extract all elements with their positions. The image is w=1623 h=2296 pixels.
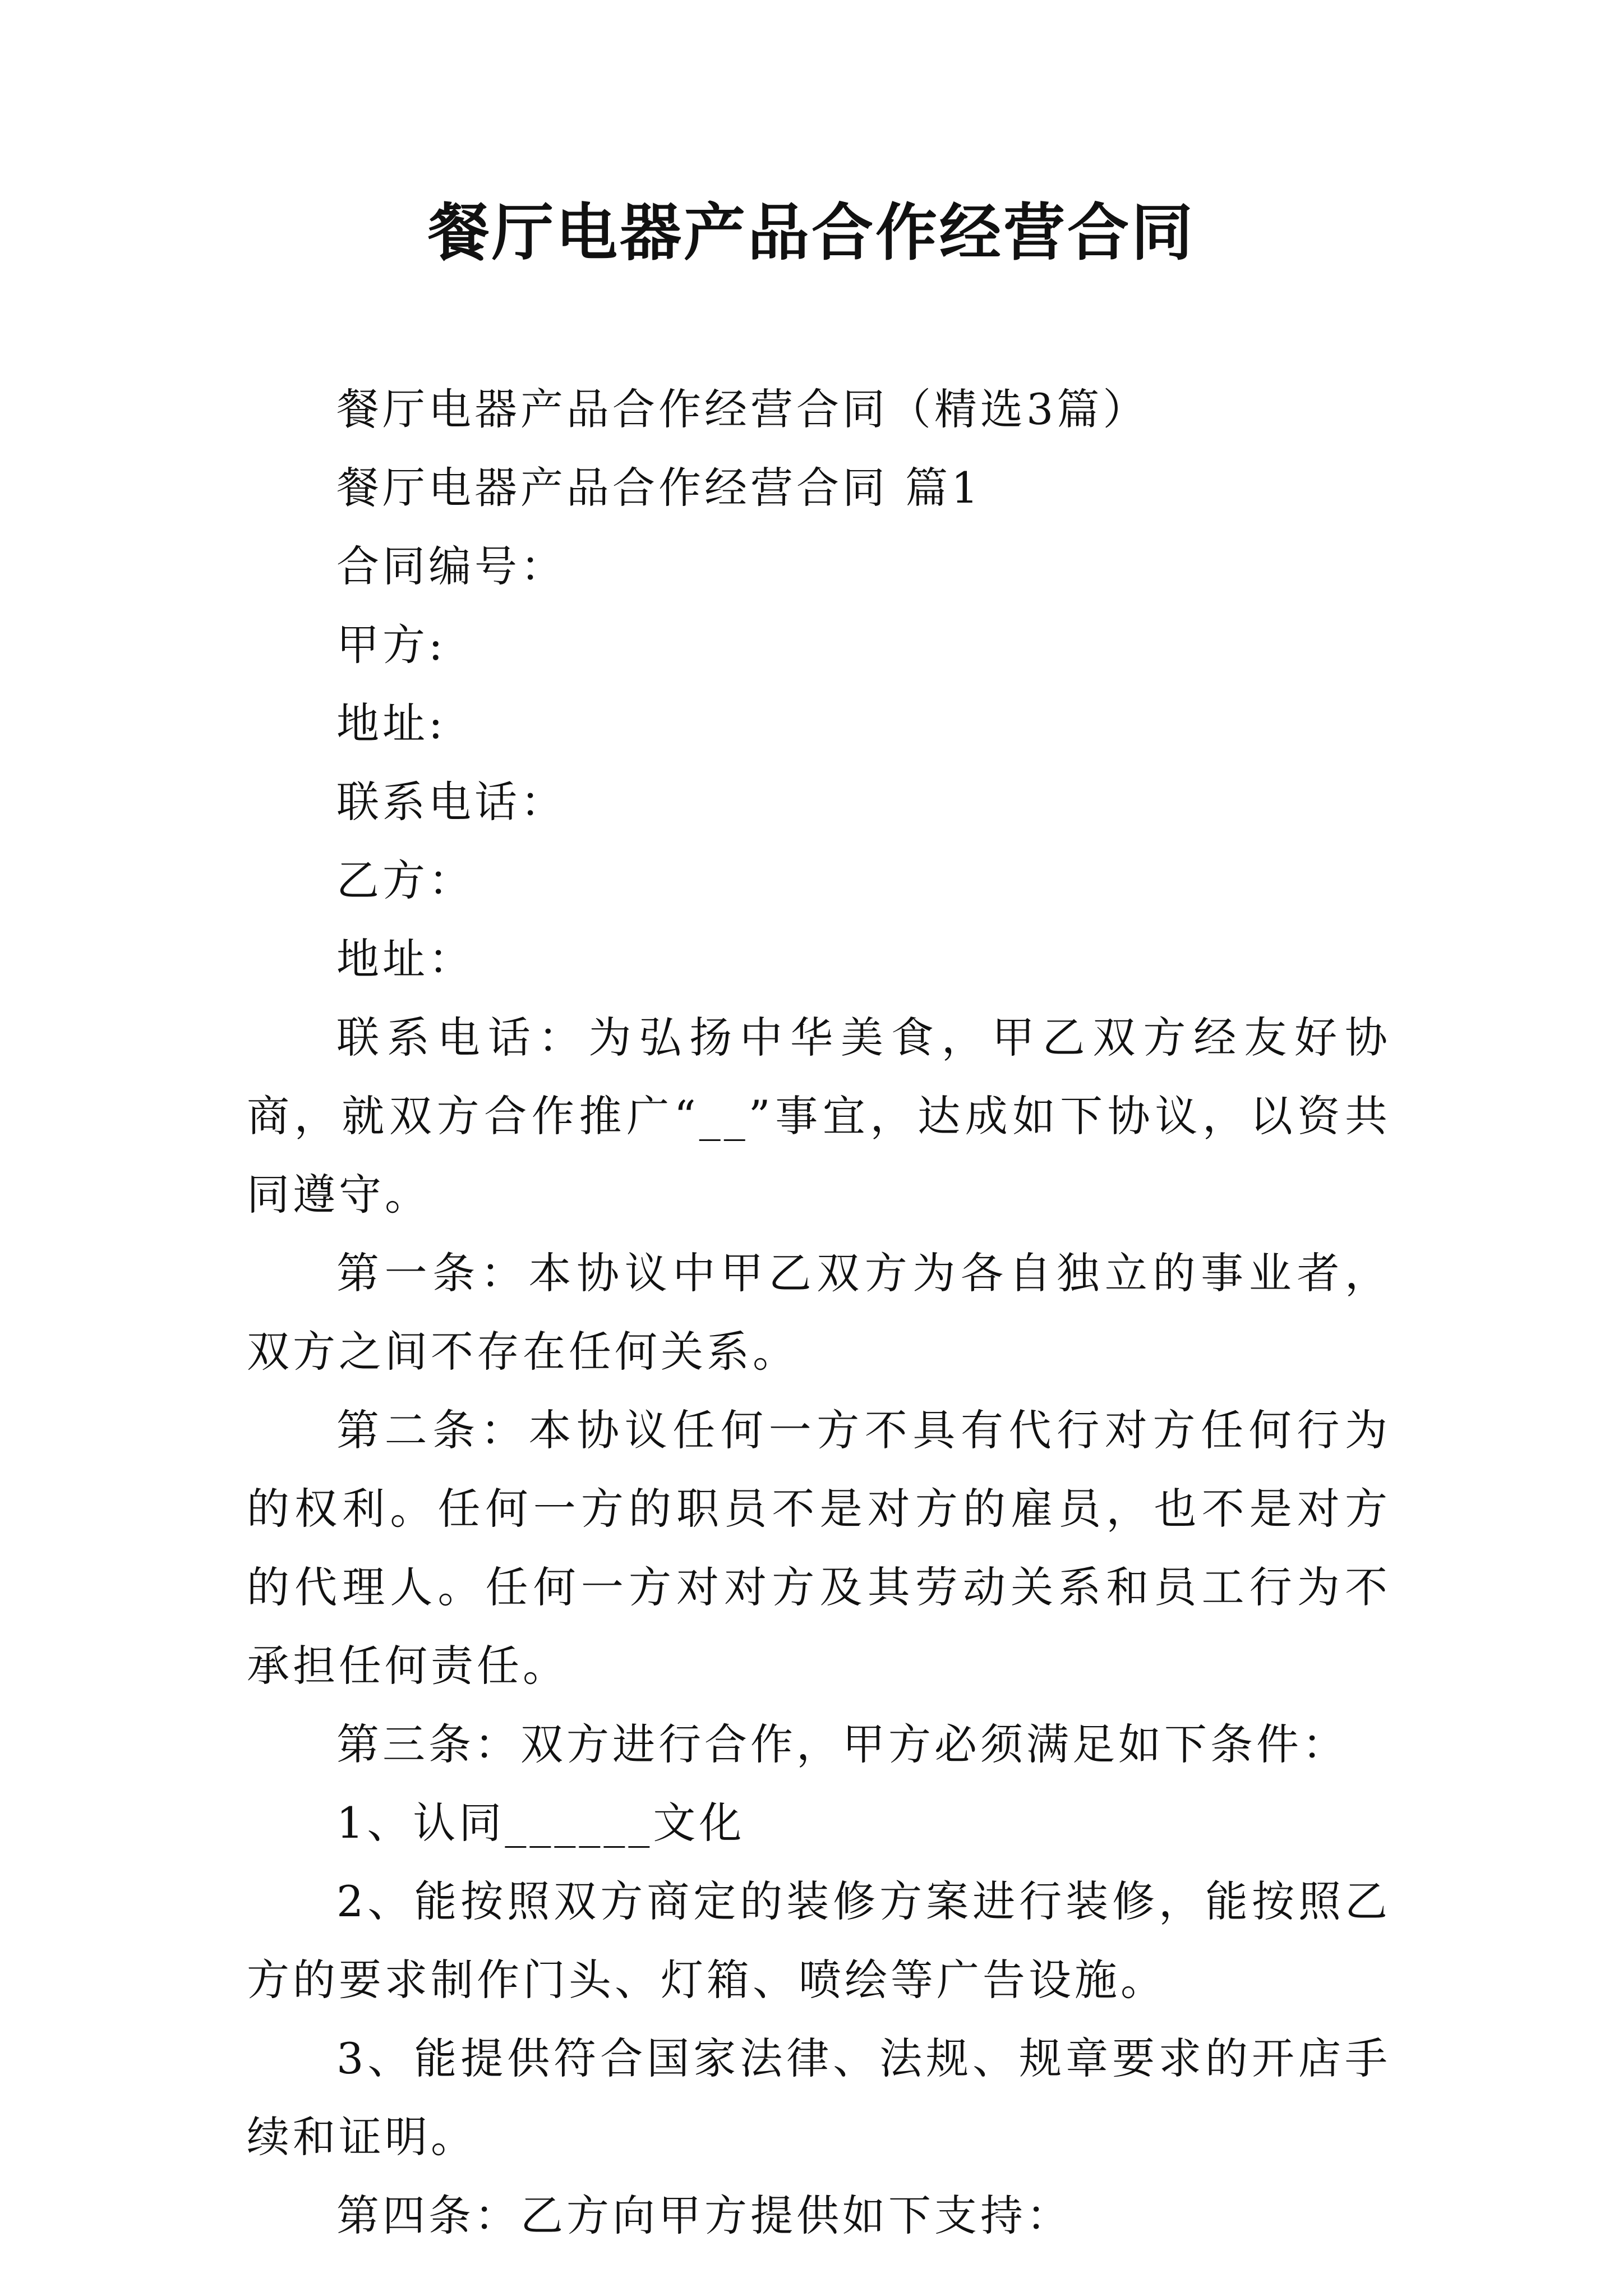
paragraph-party-b: 乙方： <box>336 855 474 905</box>
paragraph-article-2: 第二条：本协议任何一方不具有代行对方任何行为的权利。任何一方的职员不是对方的雇员，也不是对方的代理人。任何一方对对方及其劳动关系和员工行为不承担任何责任。 <box>247 1405 1391 1691</box>
paragraph-condition-1: 1、认同______文化 <box>336 1798 745 1848</box>
paragraph-intro: 联系电话：为弘扬中华美食，甲乙双方经友好协商，就双方合作推广“__”事宜，达成如下协议，以资共同遵守。 <box>247 1013 1391 1220</box>
paragraph-contract-number: 合同编号： <box>336 541 566 591</box>
paragraph-article-4: 第四条：乙方向甲方提供如下支持： <box>336 2191 1072 2240</box>
paragraph-article-1: 第一条：本协议中甲乙双方为各自独立的事业者，双方之间不存在任何关系。 <box>247 1248 1391 1377</box>
paragraph-part-heading: 餐厅电器产品合作经营合同 篇1 <box>336 463 982 513</box>
document-title: 餐厅电器产品合作经营合同 <box>428 196 1195 269</box>
paragraph-article-3: 第三条：双方进行合作，甲方必须满足如下条件： <box>336 1719 1348 1769</box>
paragraph-address-a: 地址: <box>336 698 446 748</box>
paragraph-address-b: 地址： <box>336 934 474 984</box>
document-body <box>247 370 1391 2255</box>
paragraph-condition-2: 2、能按照双方商定的装修方案进行装修，能按照乙方的要求制作门头、灯箱、喷绘等广告设施。 <box>247 1876 1391 2005</box>
paragraph-phone-a: 联系电话： <box>336 777 566 827</box>
paragraph-subtitle: 餐厅电器产品合作经营合同（精选3篇） <box>336 384 1149 434</box>
paragraph-party-a: 甲方: <box>336 620 446 670</box>
paragraph-condition-3: 3、能提供符合国家法律、法规、规章要求的开店手续和证明。 <box>247 2033 1391 2162</box>
